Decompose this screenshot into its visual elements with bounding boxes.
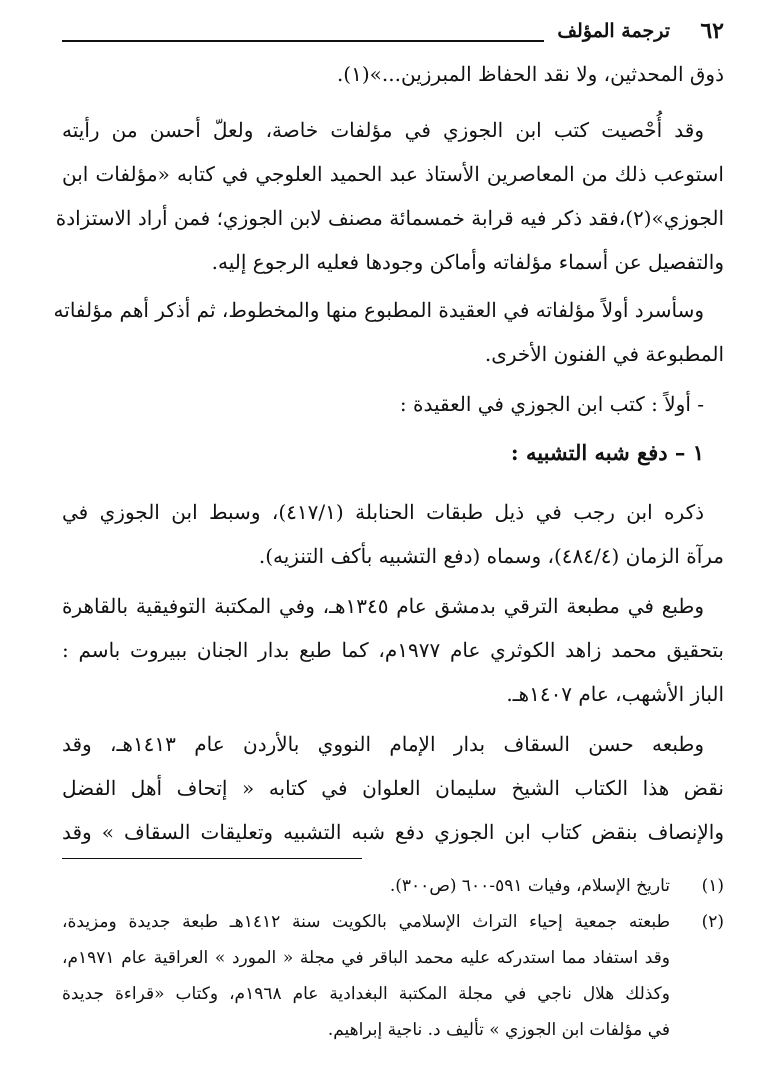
body-line: بتحقيق محمد زاهد الكوثري عام ١٩٧٧م، كما طبع بدار الجنان ببيروت باسم : <box>62 638 724 662</box>
footnote-line: وكذلك هلال ناجي في مجلة المكتبة البغدادية عام ١٩٦٨م، وكتاب «قراءة جديدة <box>62 984 670 1004</box>
body-line: وقد أُحْصيت كتب ابن الجوزي في مؤلفات خاصة، ولعلّ أحسن من رأيته <box>62 118 704 142</box>
footnote-line: تاريخ الإسلام، وفيات ٥٩١-٦٠٠ (ص٣٠٠). <box>389 876 670 896</box>
item-heading: ١ – دفع شبه التشبيه : <box>510 440 704 465</box>
footnote-separator <box>62 858 362 859</box>
body-line: ذكره ابن رجب في ذيل طبقات الحنابلة (٤١٧/١)، وسبط ابن الجوزي في <box>62 500 704 524</box>
footnote-line: في مؤلفات ابن الجوزي » تأليف د. ناجية إبراهيم. <box>327 1020 670 1040</box>
body-line: نقض هذا الكتاب الشيخ سليمان العلوان في كتابه « إتحاف أهل الفضل <box>62 776 724 800</box>
body-line: استوعب ذلك من المعاصرين الأستاذ عبد الحميد العلوجي في كتابه «مؤلفات ابن <box>62 162 724 186</box>
footnote-line: طبعته جمعية إحياء التراث الإسلامي بالكويت سنة ١٤١٢هـ طبعة جديدة ومزيدة، <box>62 912 670 932</box>
body-line: الباز الأشهب، عام ١٤٠٧هـ. <box>506 682 724 706</box>
body-line: ذوق المحدثين، ولا نقد الحفاظ المبرزين...»(١). <box>336 62 724 86</box>
footnote-line: وقد استفاد مما استدركه عليه محمد الباقر في مجلة « المورد » العراقية عام ١٩٧١م، <box>62 948 670 968</box>
body-line: مرآة الزمان (٤٨٤/٤)، وسماه (دفع التشبيه بأكف التنزيه). <box>258 544 724 568</box>
body-line: وطبعه حسن السقاف بدار الإمام النووي بالأردن عام ١٤١٣هـ، وقد <box>62 732 705 756</box>
body-line: والإنصاف بنقض كتاب ابن الجوزي دفع شبه التشبيه وتعليقات السقاف » وقد <box>62 820 724 844</box>
body-line: والتفصيل عن أسماء مؤلفاته وأماكن وجودها فعليه الرجوع إليه. <box>211 250 724 274</box>
section-heading: - أولاً : كتب ابن الجوزي في العقيدة : <box>399 392 704 416</box>
chapter-title: ترجمة المؤلف <box>557 20 670 42</box>
body-line: الجوزي»(٢)،فقد ذكر فيه قرابة خمسمائة مصنف لابن الجوزي؛ فمن أراد الاستزادة <box>55 206 724 230</box>
page-header <box>0 18 758 52</box>
page-number: ٦٢ <box>700 18 724 44</box>
body-line: المطبوعة في الفنون الأخرى. <box>484 342 724 366</box>
footnote-number: (١) <box>701 876 724 896</box>
footnote-number: (٢) <box>701 912 724 932</box>
body-line: وطبع في مطبعة الترقي بدمشق عام ١٣٤٥هـ، وفي المكتبة التوفيقية بالقاهرة <box>62 594 704 618</box>
header-rule <box>62 40 544 42</box>
body-line: وسأسرد أولاً مؤلفاته في العقيدة المطبوع منها والمخطوط، ثم أذكر أهم مؤلفاته <box>53 298 704 322</box>
